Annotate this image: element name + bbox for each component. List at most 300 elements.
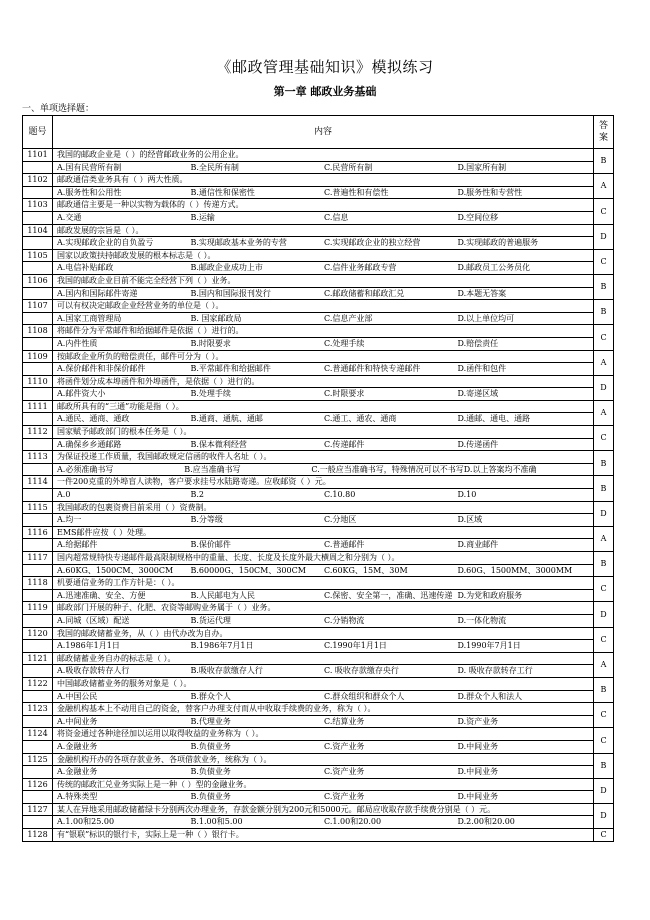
option: B.时限要求 — [190, 338, 231, 348]
options-row — [23, 665, 614, 678]
option: D.国家所有制 — [457, 162, 507, 172]
options-row — [23, 161, 614, 174]
question-options — [53, 514, 594, 527]
option: C.一般应当准确书写，特殊情况可以不书写 — [311, 464, 464, 474]
question-row — [23, 300, 614, 313]
question-options — [53, 438, 594, 451]
number-spacer — [23, 766, 53, 779]
question-number: 1106 — [23, 274, 53, 287]
question-options — [53, 564, 594, 577]
question-answer: B — [594, 677, 614, 702]
option: A.金融业务 — [57, 741, 98, 751]
option: D.服务性和专营性 — [457, 187, 523, 197]
question-options — [53, 665, 594, 678]
number-spacer — [23, 388, 53, 401]
option: A.中间业务 — [57, 716, 98, 726]
question-text: 邮政所具有的“三通”功能是指（ ）。 — [53, 400, 594, 413]
option: D.一体化物流 — [457, 615, 507, 625]
option: B.保价邮件 — [190, 540, 231, 550]
question-answer: B — [594, 753, 614, 778]
option: C.信息产业部 — [324, 313, 373, 323]
options-row — [23, 614, 614, 627]
options-row — [23, 287, 614, 300]
number-spacer — [23, 211, 53, 224]
question-text: 将资金通过各种途径加以运用以取得收益的业务称为（ ）。 — [53, 728, 594, 741]
options-row — [23, 690, 614, 703]
question-text: 金融机构基本上不动用自己的资金，替客户办理支付而从中收取手续费的业务，称为（ ）。 — [53, 703, 594, 716]
options-row — [23, 388, 614, 401]
number-spacer — [23, 438, 53, 451]
number-spacer — [23, 589, 53, 602]
question-options — [53, 388, 594, 401]
number-spacer — [23, 463, 53, 476]
number-spacer — [23, 564, 53, 577]
question-text: 有“银联”标识的银行卡，实际上是一种（ ）银行卡。 — [53, 829, 594, 842]
table-header-row — [23, 116, 614, 149]
question-options — [53, 363, 594, 376]
option: C.通工、通农、通商 — [324, 414, 397, 424]
question-row — [23, 375, 614, 388]
option: A.迅速准确、安全、方便 — [57, 590, 146, 600]
option: C.邮政储蓄和邮政汇兑 — [324, 288, 405, 298]
option: A.同城（区域）配送 — [57, 615, 130, 625]
number-spacer — [23, 262, 53, 275]
number-spacer — [23, 312, 53, 325]
question-answer: B — [594, 552, 614, 577]
question-options — [53, 262, 594, 275]
option: A.国家工商管理局 — [57, 313, 122, 323]
question-row — [23, 451, 614, 464]
option: C.信件业务邮政专营 — [324, 263, 397, 273]
options-row — [23, 337, 614, 350]
question-text: 将邮件分为平常邮件和给据邮件是依据（ ）进行的。 — [53, 325, 594, 338]
question-number: 1120 — [23, 627, 53, 640]
question-row — [23, 829, 614, 842]
option: A.实现邮政企业的自负盈亏 — [57, 238, 154, 248]
option: D.2.00和20.00 — [457, 817, 515, 827]
option: B.通信性和保密性 — [190, 187, 255, 197]
option: C.实现邮政企业的独立经营 — [324, 238, 421, 248]
options-row — [23, 589, 614, 602]
option: A.国内和国际邮件寄递 — [57, 288, 138, 298]
question-number: 1105 — [23, 249, 53, 262]
option: B.负债业务 — [190, 741, 231, 751]
option: D.寄递区域 — [457, 389, 499, 399]
question-text: 按邮政企业所负的赔偿责任，邮件可分为（ ）。 — [53, 350, 594, 363]
option: B.2 — [190, 490, 205, 500]
question-number: 1126 — [23, 778, 53, 791]
option: C.普通邮件和特快专递邮件 — [324, 364, 421, 374]
option: D.邮政员工公务员化 — [457, 263, 531, 273]
option: D.本题无答案 — [457, 288, 507, 298]
number-spacer — [23, 715, 53, 728]
option: B.应当准确书写 — [184, 464, 241, 474]
option: D.以上单位均可 — [457, 313, 515, 323]
question-row — [23, 249, 614, 262]
question-number: 1115 — [23, 501, 53, 514]
option: D.群众个人和法人 — [457, 691, 523, 701]
option: A.邮件资大小 — [57, 389, 106, 399]
option: A.吸收存款转存人行 — [57, 666, 130, 676]
question-row — [23, 577, 614, 590]
question-text: 机要通信业务的工作方针是：（ ）。 — [53, 577, 594, 590]
option: C.处理手续 — [324, 338, 365, 348]
header-content: 内容 — [53, 116, 594, 149]
option: B.负债业务 — [190, 792, 231, 802]
question-text: 一件200克重的外埠盲人读物，客户要求挂号水陆路寄递。应收邮资（ ）元。 — [53, 476, 594, 489]
question-answer: D — [594, 375, 614, 400]
option: B.全民所有制 — [190, 162, 239, 172]
question-answer: B — [594, 476, 614, 501]
option: C.1.00和20.00 — [324, 817, 382, 827]
document-title: 《邮政管理基础知识》模拟练习 — [216, 58, 434, 76]
option: A.60KG、1500CM、3000CM — [57, 565, 174, 575]
option: A.服务性和公用性 — [57, 187, 122, 197]
question-text: 我国的邮政企业是（ ）的经营邮政业务的公用企业。 — [53, 149, 594, 162]
question-text: 可以有权决定邮政企业经营业务的单位是（ ）。 — [53, 300, 594, 313]
question-answer: D — [594, 602, 614, 627]
question-answer: C — [594, 577, 614, 602]
option: B. 国家邮政局 — [190, 313, 242, 323]
question-answer: D — [594, 803, 614, 828]
header-answer-label: 答案 — [598, 121, 608, 143]
option: D.传递函件 — [457, 439, 499, 449]
question-answer: D — [594, 501, 614, 526]
option: A.电信补贴邮政 — [57, 263, 114, 273]
question-options — [53, 161, 594, 174]
header-number — [23, 116, 53, 149]
options-row — [23, 363, 614, 376]
option: D.商业邮件 — [457, 540, 499, 550]
question-answer: C — [594, 728, 614, 753]
number-spacer — [23, 640, 53, 653]
question-row — [23, 526, 614, 539]
question-options — [53, 791, 594, 804]
number-spacer — [23, 237, 53, 250]
question-text: 国家赋予邮政部门的根本任务是（ ）。 — [53, 426, 594, 439]
option: C.1990年1月1日 — [324, 641, 387, 651]
question-text: 我国邮政的包裹资费目前采用（ ）资费制。 — [53, 501, 594, 514]
question-number: 1116 — [23, 526, 53, 539]
option: C.群众组织和群众个人 — [324, 691, 405, 701]
question-answer: C — [594, 249, 614, 274]
question-row — [23, 703, 614, 716]
options-row — [23, 539, 614, 552]
question-row — [23, 224, 614, 237]
option: B.运输 — [190, 212, 215, 222]
question-answer: A — [594, 400, 614, 425]
options-row — [23, 312, 614, 325]
question-text: 传统的邮政汇兑业务实际上是一种（ ）型的金融业务。 — [53, 778, 594, 791]
question-number: 1125 — [23, 753, 53, 766]
option: D.中间业务 — [457, 741, 499, 751]
question-answer: C — [594, 199, 614, 224]
option: B.货运代理 — [190, 615, 231, 625]
option: D.赔偿责任 — [457, 338, 499, 348]
option: B.通商、通航、通邮 — [190, 414, 263, 424]
option: B.保本微利经营 — [190, 439, 247, 449]
options-row — [23, 816, 614, 829]
number-spacer — [23, 413, 53, 426]
question-answer: C — [594, 426, 614, 451]
option: B.代理业务 — [190, 716, 231, 726]
question-table — [22, 115, 614, 842]
option: A.确保乡乡通邮路 — [57, 439, 122, 449]
question-row — [23, 552, 614, 565]
option: C.民营所有制 — [324, 162, 373, 172]
question-row — [23, 325, 614, 338]
option: D.中间业务 — [457, 792, 499, 802]
question-row — [23, 652, 614, 665]
question-number: 1101 — [23, 149, 53, 162]
question-text: 邮政部门开展的种子、化肥、农资等邮购业务属于（ ）业务。 — [53, 602, 594, 615]
question-text: 我国的邮政企业目前不能完全经营下列（ ）业务。 — [53, 274, 594, 287]
question-row — [23, 803, 614, 816]
question-number: 1118 — [23, 577, 53, 590]
question-text: 邮政通信主要是一种以实物为载体的（ ）传递方式。 — [53, 199, 594, 212]
options-row — [23, 463, 614, 476]
question-row — [23, 627, 614, 640]
question-options — [53, 211, 594, 224]
question-number: 1127 — [23, 803, 53, 816]
question-answer: A — [594, 652, 614, 677]
question-options — [53, 690, 594, 703]
option: C.信息 — [324, 212, 349, 222]
option: B.人民邮电为人民 — [190, 590, 255, 600]
question-number: 1110 — [23, 375, 53, 388]
number-spacer — [23, 489, 53, 502]
question-answer: B — [594, 300, 614, 325]
question-row — [23, 149, 614, 162]
options-row — [23, 715, 614, 728]
option: B.处理手续 — [190, 389, 231, 399]
option: A.1.00和25.00 — [57, 817, 115, 827]
option: C.普通邮件 — [324, 540, 365, 550]
option: B.吸收存款缴存人行 — [190, 666, 263, 676]
question-options — [53, 640, 594, 653]
option: A.0 — [57, 490, 71, 500]
option: D.区域 — [457, 515, 483, 525]
option: A.交通 — [57, 212, 82, 222]
question-options — [53, 614, 594, 627]
option: B.群众个人 — [190, 691, 231, 701]
question-number: 1103 — [23, 199, 53, 212]
question-row — [23, 501, 614, 514]
number-spacer — [23, 791, 53, 804]
question-options — [53, 287, 594, 300]
section-heading: 一、单项选择题： — [22, 104, 95, 114]
number-spacer — [23, 363, 53, 376]
option: D.实现邮政的普遍服务 — [457, 238, 539, 248]
question-options — [53, 589, 594, 602]
question-number: 1107 — [23, 300, 53, 313]
option: B.实现邮政基本业务的专营 — [190, 238, 287, 248]
question-text: 中国邮政储蓄业务的服务对象是（ ）。 — [53, 677, 594, 690]
number-spacer — [23, 816, 53, 829]
option: D.空间位移 — [457, 212, 499, 222]
option: A.内件性质 — [57, 338, 98, 348]
option: C.60KG、15M、30M — [324, 565, 408, 575]
option: A.金融业务 — [57, 767, 98, 777]
question-row — [23, 753, 614, 766]
question-options — [53, 413, 594, 426]
number-spacer — [23, 665, 53, 678]
options-row — [23, 766, 614, 779]
option: B.1986年7月1日 — [190, 641, 254, 651]
option: B.邮政企业成功上市 — [190, 263, 263, 273]
option: B.国内和国际报刊发行 — [190, 288, 271, 298]
question-answer: D — [594, 224, 614, 249]
option: B.60000G、150CM、300CM — [190, 565, 306, 575]
question-number: 1108 — [23, 325, 53, 338]
question-number: 1111 — [23, 400, 53, 413]
number-spacer — [23, 539, 53, 552]
option: A.通民、通商、通政 — [57, 414, 130, 424]
options-row — [23, 564, 614, 577]
option: A.必须准确书写 — [57, 464, 114, 474]
option: C. 吸收存款缴存央行 — [324, 666, 399, 676]
option: A.保价邮件和非保价邮件 — [57, 364, 146, 374]
number-spacer — [23, 287, 53, 300]
question-text: 国家以政策扶持邮政发展的根本标志是（ ）。 — [53, 249, 594, 262]
option: B.平常邮件和给据邮件 — [190, 364, 271, 374]
option: A.给据邮件 — [57, 540, 98, 550]
question-row — [23, 778, 614, 791]
option: C.传递邮件 — [324, 439, 365, 449]
question-options — [53, 539, 594, 552]
question-list — [23, 149, 614, 842]
number-spacer — [23, 514, 53, 527]
question-options — [53, 816, 594, 829]
question-text: 我国的邮政储蓄业务，从（ ）由代办改为自办。 — [53, 627, 594, 640]
question-options — [53, 766, 594, 779]
question-answer: C — [594, 325, 614, 350]
number-spacer — [23, 186, 53, 199]
header-number-label: 题号 — [28, 127, 47, 137]
question-options — [53, 237, 594, 250]
question-row — [23, 174, 614, 187]
question-number: 1122 — [23, 677, 53, 690]
question-options — [53, 740, 594, 753]
question-row — [23, 426, 614, 439]
question-options — [53, 186, 594, 199]
option: C.保密、安全第一，准确、迅速传递 — [324, 590, 453, 600]
question-text: 邮政储蓄业务自办的标志是（ ）。 — [53, 652, 594, 665]
option: C.资产业务 — [324, 741, 365, 751]
option: D.60G、1500MM、3000MM — [457, 565, 573, 575]
question-answer: C — [594, 703, 614, 728]
question-text: 邮政发展的宗旨是（ ）。 — [53, 224, 594, 237]
question-row — [23, 476, 614, 489]
number-spacer — [23, 614, 53, 627]
question-row — [23, 728, 614, 741]
options-row — [23, 740, 614, 753]
question-number: 1128 — [23, 829, 53, 842]
question-number: 1124 — [23, 728, 53, 741]
question-row — [23, 602, 614, 615]
option: C.分地区 — [324, 515, 357, 525]
question-text: 将函件划分成本埠函件和外埠函件，是依据（ ）进行的。 — [53, 375, 594, 388]
option: A.1986年1月1日 — [57, 641, 120, 651]
question-text: 为保证投递工作质量，我国邮政规定信函的收件人名址（ ）。 — [53, 451, 594, 464]
number-spacer — [23, 690, 53, 703]
option: B.1.00和5.00 — [190, 817, 243, 827]
question-answer: B — [594, 451, 614, 476]
question-text: 金融机构开办的各项存款业务、各项借款业务，统称为（ ）。 — [53, 753, 594, 766]
question-answer: D — [594, 778, 614, 803]
question-options — [53, 715, 594, 728]
option: D.通邮、通电、通路 — [457, 414, 531, 424]
question-number: 1117 — [23, 552, 53, 565]
question-row — [23, 350, 614, 363]
question-number: 1109 — [23, 350, 53, 363]
chapter-heading: 第一章 邮政业务基础 — [273, 85, 377, 98]
question-number: 1123 — [23, 703, 53, 716]
option: D. 吸收存款转存工行 — [457, 666, 533, 676]
question-answer: C — [594, 829, 614, 842]
option: C.时限要求 — [324, 389, 365, 399]
option: C.10.80 — [324, 490, 356, 500]
question-number: 1114 — [23, 476, 53, 489]
option: B.分等级 — [190, 515, 223, 525]
options-row — [23, 186, 614, 199]
option: A.特殊类型 — [57, 792, 98, 802]
question-row — [23, 400, 614, 413]
option: D.中间业务 — [457, 767, 499, 777]
options-row — [23, 489, 614, 502]
options-row — [23, 262, 614, 275]
number-spacer — [23, 337, 53, 350]
option: D.1990年7月1日 — [457, 641, 521, 651]
question-answer: A — [594, 174, 614, 199]
option: D.为党和政府服务 — [457, 590, 523, 600]
question-text: 邮政通信类业务具有（ ）两大性质。 — [53, 174, 594, 187]
option: C.分销物流 — [324, 615, 365, 625]
question-answer: A — [594, 526, 614, 551]
question-text: EMS邮件应按（ ）处理。 — [53, 526, 594, 539]
question-number: 1113 — [23, 451, 53, 464]
options-row — [23, 237, 614, 250]
question-text: 某人在异地采用邮政储蓄绿卡分别两次办理业务，存款金额分别为200元和5000元。邮局应收取存款手续费分别是（ ）元。 — [53, 803, 594, 816]
question-options — [53, 337, 594, 350]
option: D.资产业务 — [457, 716, 499, 726]
option: C.普遍性和有偿性 — [324, 187, 389, 197]
question-options — [53, 489, 594, 502]
question-number: 1119 — [23, 602, 53, 615]
option: A.国有民营所有制 — [57, 162, 122, 172]
options-row — [23, 640, 614, 653]
question-options — [53, 312, 594, 325]
question-number: 1121 — [23, 652, 53, 665]
option: C.结算业务 — [324, 716, 365, 726]
option: C.资产业务 — [324, 767, 365, 777]
option: B.负债业务 — [190, 767, 231, 777]
option: D.函件和包件 — [457, 364, 507, 374]
option: A.中国公民 — [57, 691, 98, 701]
header-answer — [594, 116, 614, 149]
number-spacer — [23, 740, 53, 753]
question-number: 1102 — [23, 174, 53, 187]
options-row — [23, 514, 614, 527]
question-answer: C — [594, 627, 614, 652]
question-text: 国内超常规特快专递邮件最高限制规格中的重量、长度、长度及长度外最大横周之和分别为（ ）。 — [53, 552, 594, 565]
question-options — [53, 463, 594, 476]
question-answer: B — [594, 149, 614, 174]
question-answer: B — [594, 274, 614, 299]
option: C.资产业务 — [324, 792, 365, 802]
option: D.以上答案均不准确 — [463, 464, 537, 474]
number-spacer — [23, 161, 53, 174]
